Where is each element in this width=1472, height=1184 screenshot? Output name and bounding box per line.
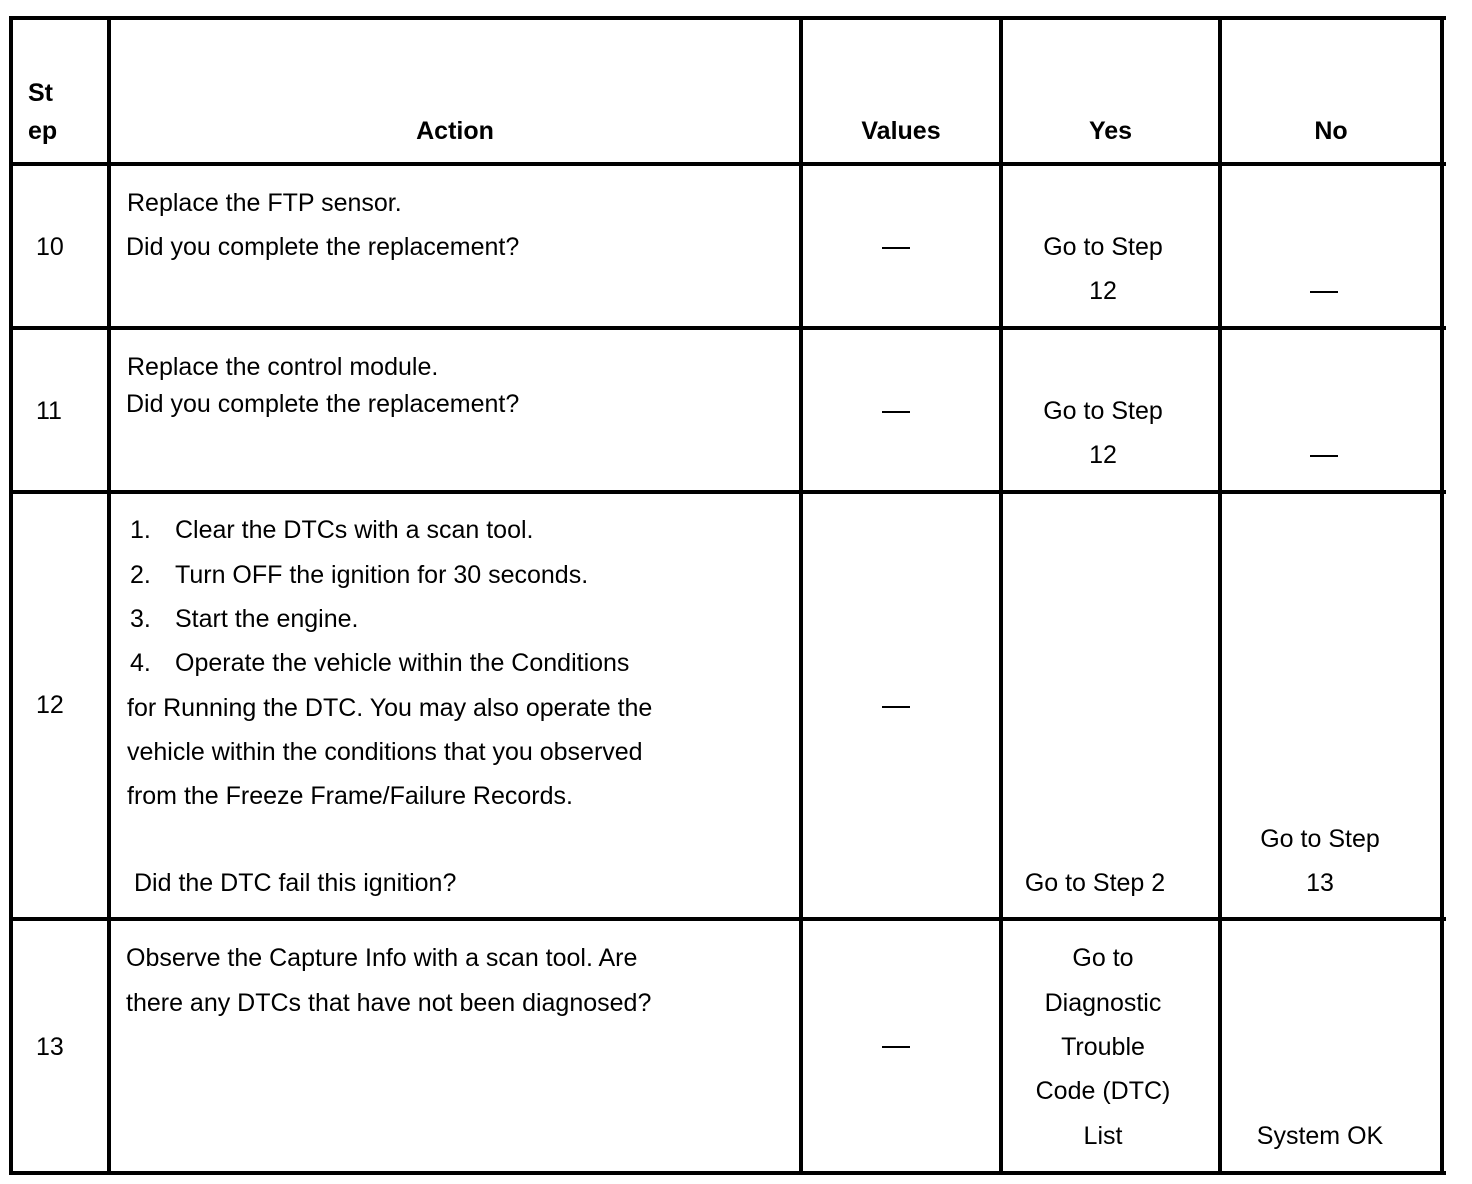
row-10-action-line2: Did you complete the replacement?	[126, 233, 520, 261]
row-12-no-line1: Go to Step	[1260, 825, 1380, 853]
column-divider	[799, 16, 803, 1175]
header-no: No	[1314, 117, 1348, 145]
row-divider	[9, 326, 1446, 330]
row-12-list-num-1: 1.	[130, 516, 151, 544]
header-step-line2: ep	[28, 117, 58, 145]
row-11-yes-line1: Go to Step	[1043, 397, 1163, 425]
column-divider	[107, 16, 111, 1175]
row-12-action-cont-1: for Running the DTC. You may also operate the	[127, 694, 653, 722]
row-13-action-line1: Observe the Capture Info with a scan tool. Are	[126, 944, 638, 972]
row-10-step: 10	[36, 233, 64, 261]
row-13-yes-line4: Code (DTC)	[1035, 1077, 1171, 1105]
row-12-list-text-4: Operate the vehicle within the Conditions	[175, 649, 630, 677]
row-11-yes-line2: 12	[1089, 441, 1117, 469]
row-11-step: 11	[36, 397, 62, 425]
header-action: Action	[416, 117, 494, 145]
row-13-yes-line5: List	[1083, 1122, 1123, 1150]
row-10-yes-line1: Go to Step	[1043, 233, 1163, 261]
table-border-top	[9, 16, 1446, 20]
table-border-right	[1440, 16, 1444, 1175]
column-divider	[1218, 16, 1222, 1175]
row-12-list-num-4: 4.	[130, 649, 151, 677]
row-12-action-cont-2: vehicle within the conditions that you observed	[127, 738, 643, 766]
row-divider	[9, 162, 1446, 166]
row-13-no: System OK	[1256, 1122, 1384, 1150]
row-12-no-line2: 13	[1306, 869, 1334, 897]
row-12-list-text-2: Turn OFF the ignition for 30 seconds.	[175, 561, 589, 589]
row-13-step: 13	[36, 1033, 64, 1061]
header-yes: Yes	[1088, 117, 1133, 145]
row-10-no-dash	[1310, 291, 1338, 293]
row-12-action-question: Did the DTC fail this ignition?	[134, 869, 457, 897]
row-12-list-num-2: 2.	[130, 561, 151, 589]
header-step-line1: St	[28, 79, 53, 107]
row-10-yes-line2: 12	[1089, 277, 1117, 305]
row-11-action-line2: Did you complete the replacement?	[126, 390, 520, 418]
row-11-values-dash	[882, 411, 910, 413]
diagnostic-table	[9, 16, 1447, 1176]
table-border-left	[9, 16, 13, 1175]
row-12-list-text-1: Clear the DTCs with a scan tool.	[175, 516, 534, 544]
row-12-yes: Go to Step 2	[1024, 869, 1166, 897]
row-13-action-line2: there any DTCs that have not been diagnosed?	[126, 989, 652, 1017]
row-13-yes-line2: Diagnostic	[1044, 989, 1162, 1017]
header-values: Values	[861, 117, 941, 145]
row-divider	[9, 917, 1446, 921]
row-11-no-dash	[1310, 455, 1338, 457]
row-divider	[9, 490, 1446, 494]
row-12-values-dash	[882, 706, 910, 708]
row-13-yes-line3: Trouble	[1061, 1033, 1145, 1061]
table-border-bottom	[9, 1171, 1446, 1175]
row-10-action-line1: Replace the FTP sensor.	[127, 189, 402, 217]
row-12-step: 12	[36, 691, 64, 719]
row-12-list-num-3: 3.	[130, 605, 151, 633]
row-13-values-dash	[882, 1046, 910, 1048]
row-10-values-dash	[882, 247, 910, 249]
row-11-action-line1: Replace the control module.	[127, 353, 439, 381]
row-12-action-cont-3: from the Freeze Frame/Failure Records.	[127, 782, 573, 810]
row-12-list-text-3: Start the engine.	[175, 605, 359, 633]
row-13-yes-line1: Go to	[1072, 944, 1134, 972]
